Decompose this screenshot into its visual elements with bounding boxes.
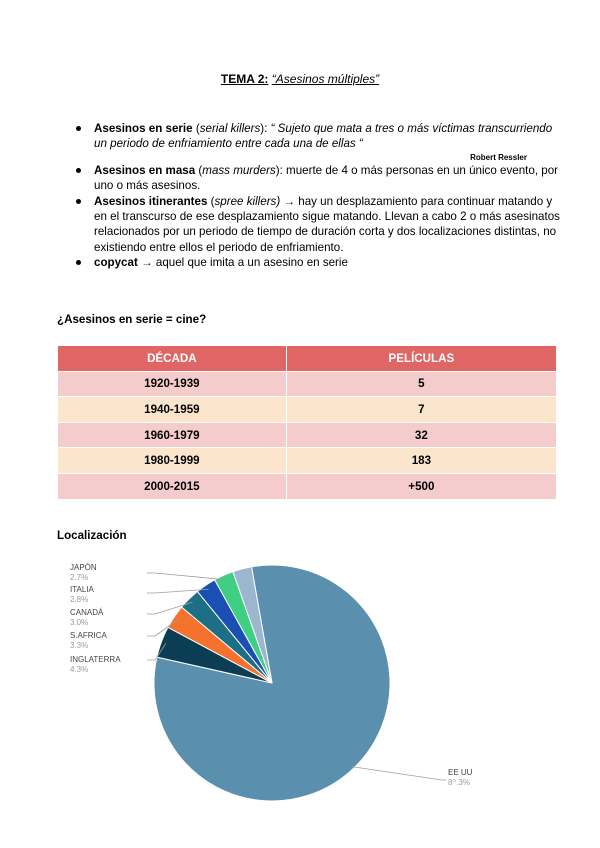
definition-translation: mass murders — [202, 163, 276, 177]
list-item — [75, 121, 565, 163]
slice-label: EE UU — [448, 768, 473, 777]
bullet-icon — [76, 168, 81, 173]
slice-label: JAPÓN — [70, 563, 97, 572]
paren: ): — [275, 163, 287, 177]
table-row — [58, 448, 557, 474]
films-cell: 183 — [286, 448, 556, 474]
cinema-heading: ¿Asesinos en serie = cine? — [57, 313, 207, 326]
definition-text: → hay un desplazamiento para continuar matando y en el transcurso de ese desplazamiento sigue matando. Llevan a cabo 2 o más asesinatos relacionados por un periodo de tiempo de duración corta y dos localizaciones distintas, no existiendo entre ellos el periodo de enfriamiento. — [94, 194, 560, 254]
definition-translation: spree killers) — [214, 194, 281, 208]
slice-percent-label: 4.3% — [70, 665, 89, 674]
films-cell: 5 — [286, 371, 556, 397]
table-row — [58, 473, 557, 499]
paren: ( — [192, 122, 200, 135]
table-row — [58, 371, 557, 397]
films-cell: 32 — [286, 422, 556, 448]
slice-label: CANADÁ — [70, 608, 104, 617]
definition-text: “ Sujeto que mata a tres o más víctimas transcurriendo un periodo de enfriamiento entre cada una de ellas “ — [94, 122, 553, 151]
column-header-decade: DÉCADA — [58, 346, 287, 372]
bullet-icon — [76, 199, 81, 204]
decade-cell: 1940-1959 — [58, 397, 287, 423]
definition-translation: serial killers — [199, 122, 261, 135]
paren: ( — [207, 194, 215, 208]
slice-percent-label: 3.0% — [70, 618, 89, 627]
decade-cell: 1960-1979 — [58, 422, 287, 448]
definition-term: Asesinos itinerantes — [94, 194, 208, 208]
films-table — [57, 345, 557, 500]
location-pie-chart — [0, 548, 600, 808]
leader-line — [352, 767, 446, 780]
slice-label: ITALIA — [70, 585, 94, 594]
definitions-list — [75, 121, 565, 271]
title-subtitle: “Asesinos múltiples” — [271, 72, 380, 86]
table-row — [58, 397, 557, 423]
films-cell: 7 — [286, 397, 556, 423]
slice-percent-label: 2.8% — [70, 595, 89, 604]
slice-label: INGLATERRA — [70, 655, 121, 664]
title-label: TEMA 2: — [220, 72, 269, 86]
slice-percent-label: 3.3% — [70, 641, 89, 650]
slice-percent-label: 8^.3% — [448, 778, 470, 787]
list-item — [75, 255, 565, 270]
list-item — [75, 163, 565, 194]
page-title — [0, 72, 600, 86]
slice-percent-label: 2.7% — [70, 573, 89, 582]
bullet-icon — [76, 126, 81, 131]
films-cell: +500 — [286, 473, 556, 499]
definition-term: copycat — [94, 256, 138, 270]
definition-term: Asesinos en masa — [94, 163, 196, 177]
quote-author: Robert Ressler — [470, 152, 527, 162]
location-heading: Localización — [57, 529, 127, 542]
decade-cell: 2000-2015 — [58, 473, 287, 499]
definition-text: muerte de 4 o más personas en un único evento, por uno o más asesinos. — [94, 163, 559, 193]
bullet-icon — [76, 260, 81, 265]
definition-term: Asesinos en serie — [94, 122, 193, 135]
slice-label: S.AFRICA — [70, 631, 107, 640]
table-row — [58, 422, 557, 448]
paren: ): — [260, 122, 271, 135]
paren: ( — [195, 163, 203, 177]
table-header-row — [58, 346, 557, 372]
definition-text: → aquel que imita a un asesino en serie — [141, 256, 348, 270]
list-item — [75, 194, 565, 256]
decade-cell: 1980-1999 — [58, 448, 287, 474]
column-header-films: PELÍCULAS — [286, 346, 556, 372]
leader-line — [147, 573, 226, 580]
decade-cell: 1920-1939 — [58, 371, 287, 397]
